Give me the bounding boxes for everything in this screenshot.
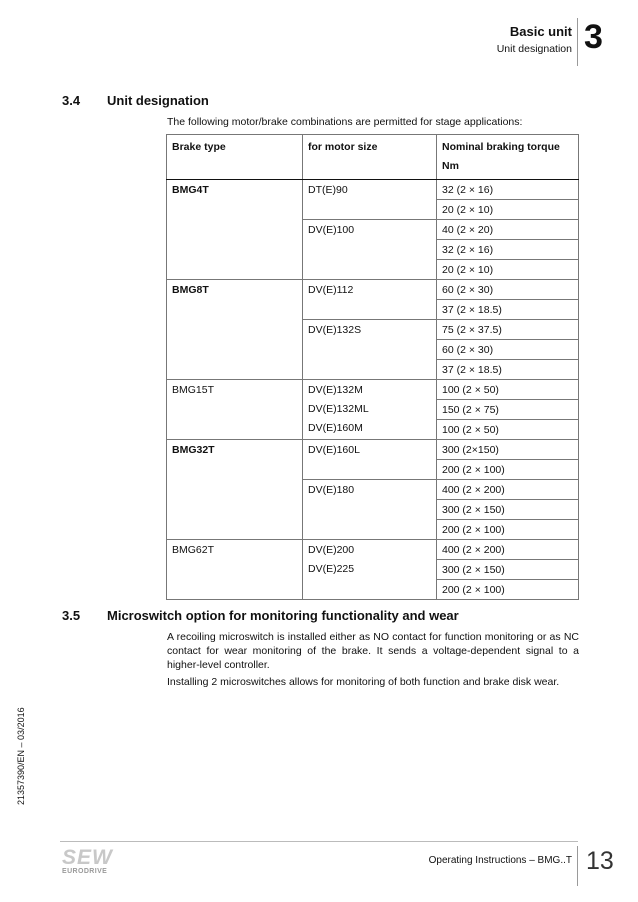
page-number: 13 xyxy=(586,847,614,875)
header-motor-size: for motor size xyxy=(303,135,437,180)
footer-divider-vertical xyxy=(577,846,578,886)
footer-divider xyxy=(60,841,578,842)
torque-cell: 300 (2 × 150) xyxy=(437,500,579,520)
motor-size-line: DV(E)132M xyxy=(308,384,363,396)
motor-size-cell: DV(E)112 xyxy=(303,280,437,320)
torque-cell: 37 (2 × 18.5) xyxy=(437,300,579,320)
torque-cell: 60 (2 × 30) xyxy=(437,280,579,300)
table-row xyxy=(167,180,579,200)
motor-size-line: DV(E)160M xyxy=(308,422,363,434)
document-code: 21357390/EN – 03/2016 xyxy=(16,707,26,805)
body-paragraph: A recoiling microswitch is installed either as NO contact for function monitoring or as NC contact for wear monitoring of the brake. It sends a voltage-dependent signal to a higher-level controller. xyxy=(167,631,579,671)
sew-eurodrive-logo xyxy=(62,848,113,876)
table-row xyxy=(167,540,579,560)
table-row xyxy=(167,380,579,400)
motor-size-line: DV(E)200 xyxy=(308,544,355,556)
header-torque-unit: Nm xyxy=(442,160,459,172)
header-torque-label: Nominal braking torque xyxy=(442,141,560,153)
header-divider xyxy=(577,18,578,66)
section-title: Microswitch option for monitoring functionality and wear xyxy=(107,608,459,623)
torque-cell: 100 (2 × 50) xyxy=(437,420,579,440)
table-header-row xyxy=(167,135,579,180)
torque-cell: 200 (2 × 100) xyxy=(437,520,579,540)
torque-cell: 100 (2 × 50) xyxy=(437,380,579,400)
torque-cell: 37 (2 × 18.5) xyxy=(437,360,579,380)
chapter-subtitle: Unit designation xyxy=(496,43,572,55)
torque-cell: 32 (2 × 16) xyxy=(437,180,579,200)
brake-type-cell: BMG62T xyxy=(167,540,303,600)
torque-cell: 40 (2 × 20) xyxy=(437,220,579,240)
torque-cell: 200 (2 × 100) xyxy=(437,580,579,600)
section-number: 3.5 xyxy=(62,608,81,623)
torque-cell: 60 (2 × 30) xyxy=(437,340,579,360)
torque-cell: 20 (2 × 10) xyxy=(437,260,579,280)
motor-size-cell: DV(E)100 xyxy=(303,220,437,280)
torque-cell: 20 (2 × 10) xyxy=(437,200,579,220)
torque-cell: 300 (2 × 150) xyxy=(437,560,579,580)
body-paragraph: Installing 2 microswitches allows for monitoring of both function and brake disk wear. xyxy=(167,676,560,688)
motor-size-cell xyxy=(303,380,437,440)
logo-subtext: EURODRIVE xyxy=(62,868,108,875)
torque-cell: 32 (2 × 16) xyxy=(437,240,579,260)
motor-size-cell: DV(E)160L xyxy=(303,440,437,480)
chapter-title: Basic unit xyxy=(509,24,572,39)
torque-cell: 400 (2 × 200) xyxy=(437,540,579,560)
torque-cell: 400 (2 × 200) xyxy=(437,480,579,500)
torque-cell: 200 (2 × 100) xyxy=(437,460,579,480)
brake-type-cell: BMG32T xyxy=(167,440,303,540)
table-row xyxy=(167,280,579,300)
header-torque xyxy=(437,135,579,180)
motor-size-cell: DV(E)180 xyxy=(303,480,437,540)
brake-type-cell: BMG8T xyxy=(167,280,303,380)
motor-size-cell xyxy=(303,540,437,600)
intro-text: The following motor/brake combinations are permitted for stage applications: xyxy=(167,116,523,128)
torque-cell: 300 (2×150) xyxy=(437,440,579,460)
brake-type-cell: BMG4T xyxy=(167,180,303,280)
brake-combination-table xyxy=(166,134,579,600)
brake-type-cell: BMG15T xyxy=(167,380,303,440)
torque-cell: 150 (2 × 75) xyxy=(437,400,579,420)
motor-size-cell: DT(E)90 xyxy=(303,180,437,220)
motor-size-line: DV(E)132ML xyxy=(308,403,369,415)
footer-document-title: Operating Instructions – BMG..T xyxy=(428,855,572,866)
logo-mark: SEW xyxy=(62,846,113,869)
header-brake-type: Brake type xyxy=(167,135,303,180)
table-row xyxy=(167,440,579,460)
motor-size-cell: DV(E)132S xyxy=(303,320,437,380)
section-number: 3.4 xyxy=(62,93,81,108)
chapter-number: 3 xyxy=(584,18,603,56)
motor-size-line: DV(E)225 xyxy=(308,563,355,575)
torque-cell: 75 (2 × 37.5) xyxy=(437,320,579,340)
section-title: Unit designation xyxy=(107,93,209,108)
